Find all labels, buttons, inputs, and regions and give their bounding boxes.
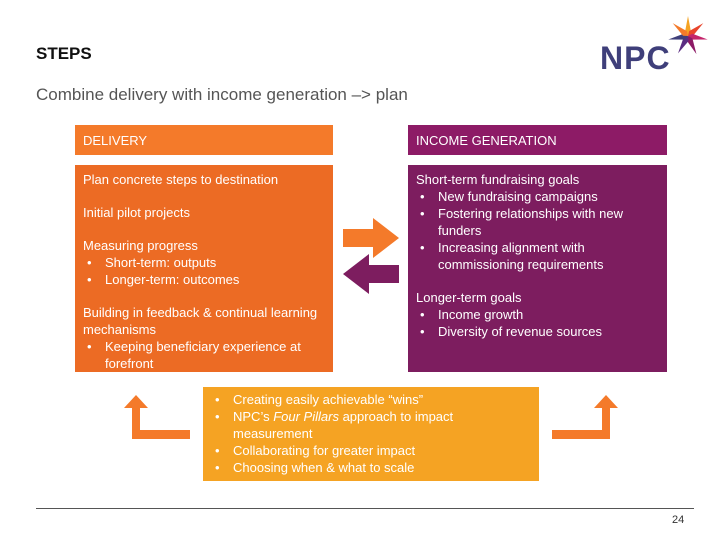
four-pillars-text: Four Pillars xyxy=(273,409,339,424)
list-item: • Diversity of revenue sources xyxy=(416,323,659,340)
delivery-header: DELIVERY xyxy=(75,125,333,155)
text: NPC’s xyxy=(233,409,274,424)
list-item: • Fostering relationships with new funders xyxy=(416,205,659,239)
slide-title: STEPS xyxy=(36,44,92,63)
list-item: • Collaborating for greater impact xyxy=(211,442,531,459)
short-term-heading: Short-term fundraising goals xyxy=(416,172,580,187)
delivery-item: Building in feedback & continual learning mechanisms xyxy=(83,305,318,337)
slide-subtitle: Combine delivery with income generation –> plan xyxy=(36,85,408,104)
delivery-bullets xyxy=(83,254,325,288)
list-item: • Longer-term: outcomes xyxy=(83,271,325,288)
bottom-box xyxy=(203,387,539,481)
text: approach to impact measurement xyxy=(233,409,454,441)
list-item: • Short-term: outputs xyxy=(83,254,325,271)
footer-divider xyxy=(36,508,694,509)
star-logo-icon xyxy=(666,14,710,58)
delivery-item: Measuring progress xyxy=(83,238,198,253)
income-panel xyxy=(408,165,667,372)
logo-text: NPC xyxy=(600,40,671,76)
longer-term-bullets xyxy=(416,306,659,340)
delivery-item: Initial pilot projects xyxy=(83,205,190,220)
income-header: INCOME GENERATION xyxy=(408,125,667,155)
delivery-bullets xyxy=(83,338,325,372)
list-item xyxy=(211,408,531,442)
delivery-panel xyxy=(75,165,333,372)
list-item: • Increasing alignment with commissioning requirements xyxy=(416,239,659,273)
bottom-bullets xyxy=(211,391,531,476)
arrow-right-icon xyxy=(343,218,399,258)
npc-logo xyxy=(600,14,710,74)
longer-term-heading: Longer-term goals xyxy=(416,290,522,305)
list-item: • New fundraising campaigns xyxy=(416,188,659,205)
list-item: • Choosing when & what to scale xyxy=(211,459,531,476)
elbow-arrow-icon xyxy=(124,395,190,441)
page-number: 24 xyxy=(672,514,685,526)
list-item: • Income growth xyxy=(416,306,659,323)
delivery-item: Plan concrete steps to destination xyxy=(83,172,279,187)
list-item: • Keeping beneficiary experience at forefront xyxy=(83,338,325,372)
arrow-left-icon xyxy=(343,254,399,294)
list-item: • Creating easily achievable “wins” xyxy=(211,391,531,408)
elbow-arrow-icon xyxy=(552,395,618,441)
short-term-bullets xyxy=(416,188,659,273)
